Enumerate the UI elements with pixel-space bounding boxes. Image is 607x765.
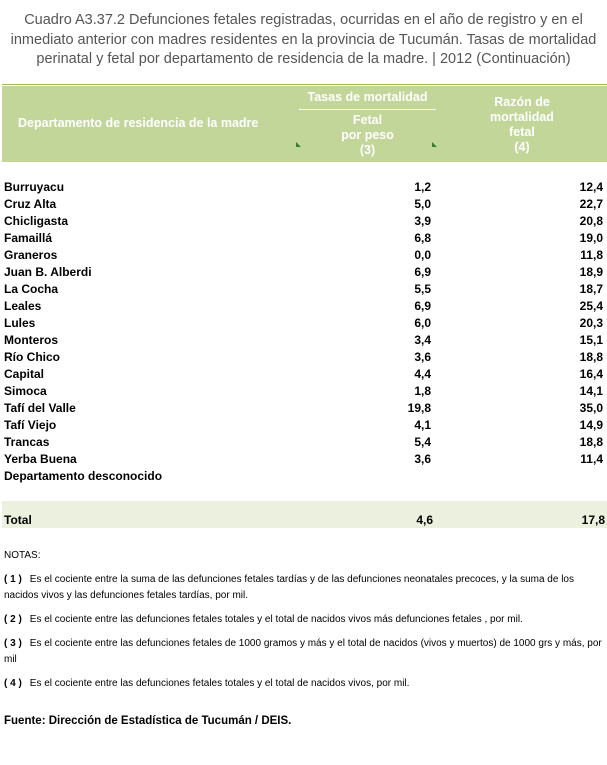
comment-marker-icon <box>296 142 301 147</box>
dept-cell: Tafí del Valle <box>4 401 76 415</box>
dept-cell: Capital <box>4 367 45 381</box>
header-razon-note: (4) <box>514 140 530 154</box>
razon-cell: 20,8 <box>579 214 603 228</box>
table-row <box>0 282 607 299</box>
table-row <box>0 180 607 197</box>
razon-cell: 35,0 <box>579 401 603 415</box>
comment-marker-icon <box>432 142 437 147</box>
header-razon-line2: mortalidad <box>490 110 554 124</box>
header-departamento: Departamento de residencia de la madre <box>18 116 259 130</box>
total-label: Total <box>4 513 32 527</box>
notes-heading: NOTAS: <box>4 550 41 561</box>
fetal-peso-cell: 0,0 <box>414 248 431 262</box>
razon-cell: 18,9 <box>579 265 603 279</box>
header-tasas-mortalidad: Tasas de mortalidad <box>307 90 428 104</box>
fetal-peso-cell: 5,5 <box>414 282 431 296</box>
note-number: ( 1 ) <box>4 574 22 585</box>
razon-cell: 15,1 <box>579 333 603 347</box>
razon-cell: 14,9 <box>579 418 603 432</box>
note-item <box>4 676 604 692</box>
fetal-peso-cell: 19,8 <box>407 401 431 415</box>
note-text: Es el cociente entre la suma de las defunciones fetales tardías y de las defunciones neonatales precoces, y la suma de los nacidos vivos y las defunciones fetales tardías, por mil. <box>4 574 574 601</box>
note-item <box>4 636 604 668</box>
note-number: ( 2 ) <box>4 614 22 625</box>
razon-cell: 12,4 <box>579 180 603 194</box>
fetal-peso-cell: 1,8 <box>414 384 431 398</box>
header-fetal-note: (3) <box>359 143 376 157</box>
note-text: Es el cociente entre las defunciones fetales totales y el total de nacidos vivos, por mil. <box>29 678 410 689</box>
table-row <box>0 435 607 452</box>
note-item <box>4 572 604 604</box>
header-fetal-line1: Fetal <box>352 113 383 127</box>
razon-cell: 18,8 <box>579 435 603 449</box>
total-row <box>2 501 607 528</box>
header-fetal-line2: por peso <box>341 128 394 142</box>
fetal-peso-cell: 6,8 <box>414 231 431 245</box>
table-row <box>0 265 607 282</box>
table-row <box>0 401 607 418</box>
table-row <box>0 452 607 469</box>
razon-cell: 19,0 <box>579 231 603 245</box>
razon-cell: 25,4 <box>579 299 603 313</box>
fetal-peso-cell: 3,6 <box>414 350 431 364</box>
razon-cell: 22,7 <box>579 197 603 211</box>
table-row <box>0 469 607 486</box>
table-row <box>0 384 607 401</box>
note-item <box>4 612 604 628</box>
header-razon-line1: Razón de <box>494 95 550 109</box>
table-row <box>0 316 607 333</box>
razon-cell: 18,8 <box>579 350 603 364</box>
razon-cell: 18,7 <box>579 282 603 296</box>
table-row <box>0 197 607 214</box>
razon-cell: 20,3 <box>579 316 603 330</box>
table-row <box>0 367 607 384</box>
table-row <box>0 333 607 350</box>
table-body <box>0 180 607 486</box>
table-row <box>0 231 607 248</box>
total-razon: 17,8 <box>581 513 605 527</box>
header-razon-line3: fetal <box>509 125 535 139</box>
razon-cell: 16,4 <box>579 367 603 381</box>
header-razon-mortalidad-fetal <box>462 95 582 155</box>
dept-cell: Monteros <box>4 333 58 347</box>
note-number: ( 4 ) <box>4 678 22 689</box>
total-fetal-peso: 4,6 <box>416 513 433 527</box>
table-row <box>0 350 607 367</box>
fetal-peso-cell: 5,0 <box>414 197 431 211</box>
razon-cell: 14,1 <box>579 384 603 398</box>
dept-cell: Cruz Alta <box>4 197 57 211</box>
dept-cell: Graneros <box>4 248 58 262</box>
fetal-peso-cell: 5,4 <box>414 435 431 449</box>
fetal-peso-cell: 6,9 <box>414 299 431 313</box>
dept-cell: Trancas <box>4 435 50 449</box>
fetal-peso-cell: 6,9 <box>414 265 431 279</box>
dept-cell: Lules <box>4 316 36 330</box>
dept-cell: Yerba Buena <box>4 452 77 466</box>
dept-cell: Tafí Viejo <box>4 418 57 432</box>
source-note: Fuente: Dirección de Estadística de Tucumán / DEIS. <box>4 715 292 727</box>
razon-cell: 11,8 <box>580 248 603 262</box>
fetal-peso-cell: 3,6 <box>414 452 431 466</box>
fetal-peso-cell: 6,0 <box>414 316 431 330</box>
fetal-peso-cell: 3,9 <box>414 214 431 228</box>
dept-cell: Leales <box>4 299 42 313</box>
dept-cell: Chicligasta <box>4 214 69 228</box>
note-text: Es el cociente entre las defunciones fetales de 1000 gramos y más y el total de nacidos (vivos y muertos) de 1000 grs y más, por mil <box>4 638 602 665</box>
note-text: Es el cociente entre las defunciones fetales totales y el total de nacidos vivos más defunciones fetales , por mil. <box>29 614 523 625</box>
header-group-rule <box>299 109 436 110</box>
note-number: ( 3 ) <box>4 638 22 649</box>
fetal-peso-cell: 4,1 <box>414 418 431 432</box>
header-top-rule <box>2 84 607 85</box>
table-row <box>0 248 607 265</box>
dept-cell: Burruyacu <box>4 180 65 194</box>
fetal-peso-cell: 3,4 <box>414 333 431 347</box>
header-fetal-por-peso <box>299 113 436 158</box>
dept-cell: La Cocha <box>4 282 59 296</box>
fetal-peso-cell: 1,2 <box>414 180 431 194</box>
dept-cell: Río Chico <box>4 350 60 364</box>
notes-section <box>4 548 604 700</box>
table-title: Cuadro A3.37.2 Defunciones fetales registradas, ocurridas en el año de registro y en el inmediato anterior con madres residentes en la provincia de Tucumán. Tasas de mortalidad perinatal y fetal por departamento de residencia de la madre. | 2012 (Continuación) <box>10 12 597 67</box>
razon-cell: 11,4 <box>580 452 603 466</box>
table-row <box>0 214 607 231</box>
table-row <box>0 418 607 435</box>
dept-cell: Departamento desconocido <box>4 469 163 483</box>
dept-cell: Famaillá <box>4 231 53 245</box>
fetal-peso-cell: 4,4 <box>414 367 431 381</box>
table-row <box>0 299 607 316</box>
dept-cell: Juan B. Alberdi <box>4 265 92 279</box>
table-header <box>2 86 607 162</box>
dept-cell: Simoca <box>4 384 47 398</box>
